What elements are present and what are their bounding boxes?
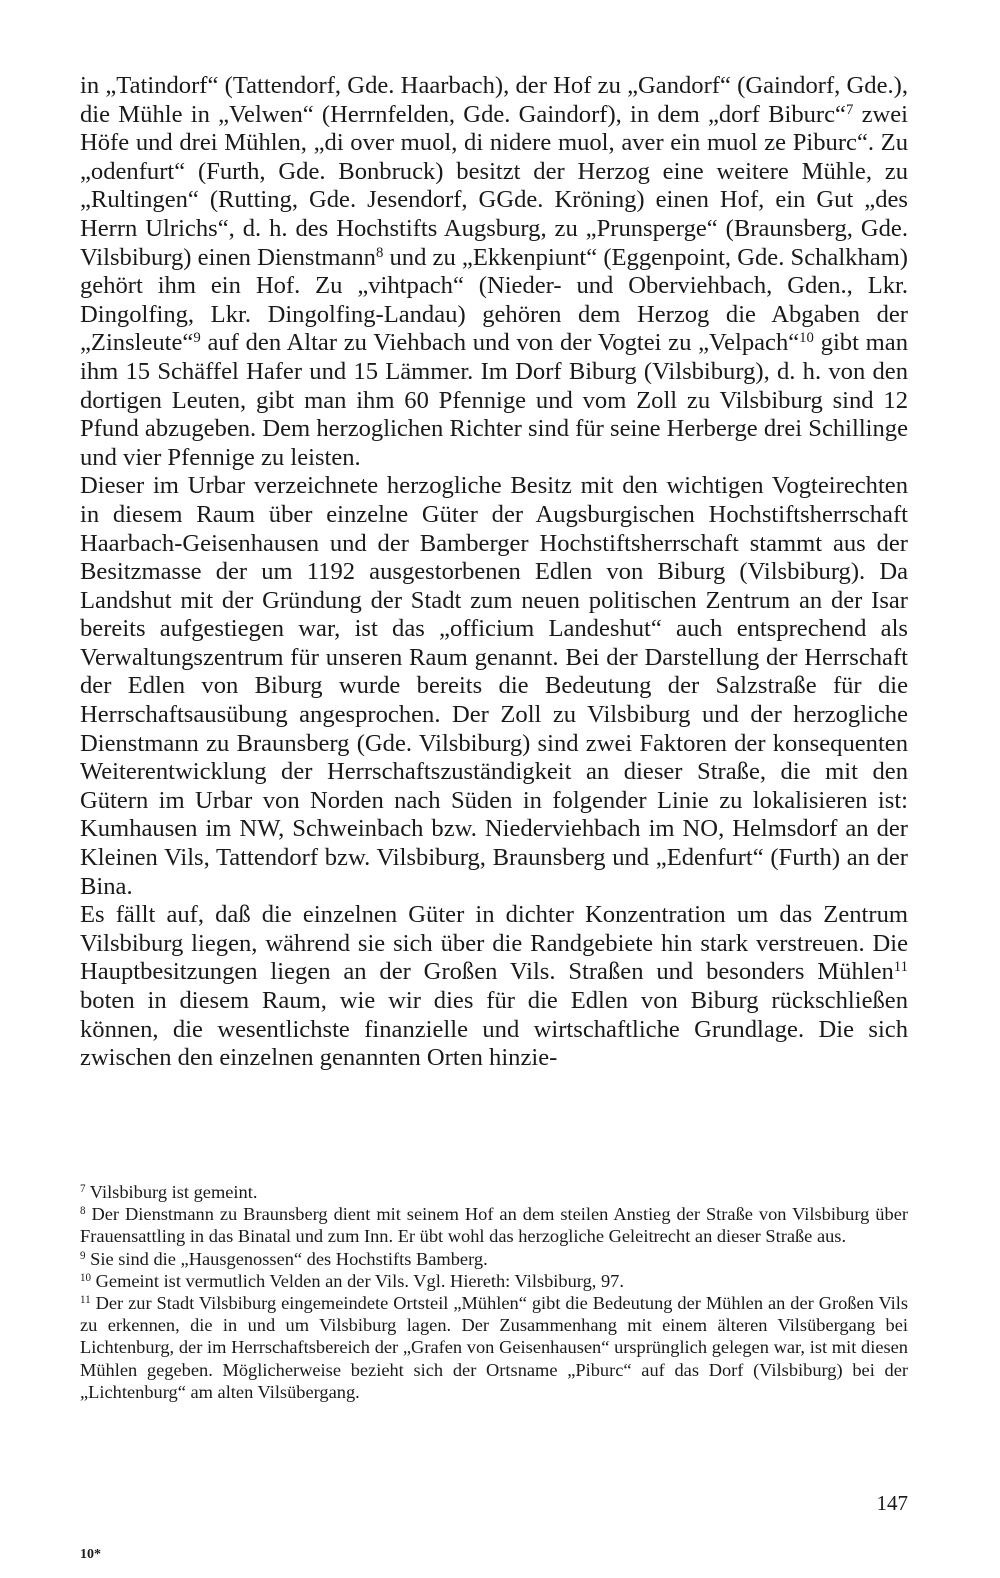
paragraph-3-text-a: Es fällt auf, daß die einzelnen Güter in dichter Konzentration um das Zentrum Vilsbiburg liegen, während sie sich über die Randgebiete hin stark verstreuen. Die Hauptbesitzungen liegen an der Großen Vils. Straßen und besonders Mühlen (80, 901, 908, 986)
main-text (80, 72, 908, 1073)
footnote-ref-8: 8 (375, 244, 384, 261)
paragraph-1-text-a: in „Tatindorf“ (Tattendorf, Gde. Haarbach), der Hof zu „Gandorf“ (Gaindorf, Gde.), die Mühle in „Velwen“ (Herrnfelden, Gde. Gaindorf), in dem „dorf Biburc“ (80, 72, 908, 128)
printer-signature: 10* (80, 1547, 101, 1562)
footnote-number: 8 (80, 1205, 86, 1218)
footnote-number: 10 (80, 1271, 92, 1284)
footnote-number: 9 (80, 1249, 86, 1262)
footnote-text: Sie sind die „Hausgenossen“ des Hochstifts Bamberg. (90, 1248, 488, 1269)
footnote-ref-10: 10 (799, 330, 814, 347)
footnote-text: Der Dienstmann zu Braunsberg dient mit seinem Hof an dem steilen Anstieg der Straße von Vilsbiburg über Frauensattling in das Binatal und zum Inn. Er übt wohl das herzogliche Geleitrecht an dieser Straße aus. (80, 1204, 908, 1247)
paragraph-3 (80, 901, 908, 1073)
paragraph-3-text-b: boten in diesem Raum, wie wir dies für die Edlen von Biburg rückschließen können, die wesentlichste finanzielle und wirtschaftliche Grundlage. Die sich zwischen den einzelnen genannten Orten hinzie- (80, 987, 908, 1072)
footnote-text: Vilsbiburg ist gemeint. (89, 1182, 258, 1202)
footnote-ref-9: 9 (193, 330, 201, 347)
footnote-9 (80, 1248, 908, 1270)
footnote-text: Gemeint ist vermutlich Velden an der Vils. Vgl. Hiereth: Vilsbiburg, 97. (95, 1270, 624, 1291)
footnote-ref-7: 7 (845, 101, 854, 118)
paragraph-2: Dieser im Urbar verzeichnete herzogliche Besitz mit den wichtigen Vogteirechten in diesem Raum über einzelne Güter der Augsburgischen Hochstiftsherrschaft Haarbach-Geisenhausen und der Bamberger Hochstiftsherrschaft stammt aus der Besitzmasse der um 1192 ausgestorbenen Edlen von Biburg (Vilsbiburg). Da Landshut mit der Gründung der Stadt zum neuen politischen Zentrum an der Isar bereits aufgestiegen war, ist das „officium Landeshut“ auch entsprechend als Verwaltungszentrum für unseren Raum genannt. Bei der Darstellung der Herrschaft der Edlen von Biburg wurde bereits die Bedeutung der Salzstraße für die Herrschaftsausübung angesprochen. Der Zoll zu Vilsbiburg und der herzogliche Dienstmann zu Braunsberg (Gde. Vilsbiburg) sind zwei Faktoren der konsequenten Weiterentwicklung der Herrschaftszuständigkeit an dieser Straße, die mit den Gütern im Urbar von Norden nach Süden in folgender Linie zu lokalisieren ist: Kumhausen im NW, Schweinbach bzw. Niederviehbach im NO, Helmsdorf an der Kleinen Vils, Tattendorf bzw. Vilsbiburg, Braunsberg und „Edenfurt“ (Furth) an der Bina. (80, 472, 908, 900)
footnote-ref-11: 11 (893, 959, 908, 976)
footnote-number: 11 (80, 1293, 91, 1306)
footnote-8 (80, 1203, 908, 1247)
paragraph-1-text-b: zwei Höfe und drei Mühlen, „di over muol, di nidere muol, aver ein muol ze Piburc“. Zu „odenfurt“ (Furth, Gde. Bonbruck) besitzt der Herzog eine weitere Mühle, zu „Rultingen“ (Rutting, Gde. Jesendorf, GGde. Kröning) einen Hof, ein Gut „des Herrn Ulrichs“, d. h. des Hochstifts Augsburg, zu „Prunsperge“ (Braunsberg, Gde. Vilsbiburg) einen Dienstmann (80, 100, 908, 271)
footnote-11 (80, 1292, 908, 1403)
paragraph-1-text-e: gibt man ihm 15 Schäffel Hafer und 15 Lämmer. Im Dorf Biburg (Vilsbiburg), d. h. von den dortigen Leuten, gibt man ihm 60 Pfennige und vom Zoll zu Vilsbiburg sind 12 Pfund abzugeben. Dem herzoglichen Richter sind für seine Herberge drei Schillinge und vier Pfennige zu leisten. (80, 329, 908, 471)
paragraph-1 (80, 72, 908, 472)
footnotes (80, 1181, 908, 1403)
paragraph-1-text-d: auf den Altar zu Viehbach und von der Vogtei zu „Velpach“ (200, 329, 800, 357)
footnote-7 (80, 1181, 908, 1203)
paragraph-1-text-c: und zu „Ekkenpiunt“ (Eggenpoint, Gde. Schalkham) gehört ihm ein Hof. Zu „vihtpach“ (Nieder- und Oberviehbach, Gden., Lkr. Dingolfing, Lkr. Dingolfing-Landau) gehören dem Herzog die Abgaben der „Zinsleute“ (80, 243, 908, 357)
page-number: 147 (876, 1491, 908, 1515)
footnote-10 (80, 1270, 908, 1292)
footnote-text: Der zur Stadt Vilsbiburg eingemeindete Ortsteil „Mühlen“ gibt die Bedeutung der Mühlen an der Großen Vils zu erkennen, die in und um Vilsbiburg lagen. Der Zusammenhang mit einem älteren Vilsübergang bei Lichtenburg, der im Herrschaftsbereich der „Grafen von Geisenhausen“ ursprünglich gelegen war, ist mit diesen Mühlen gegeben. Möglicherweise bezieht sich der Ortsname „Piburc“ auf das Dorf (Vilsbiburg) bei der „Lichtenburg“ am alten Vilsübergang. (80, 1293, 908, 1402)
footnote-number: 7 (80, 1182, 86, 1195)
